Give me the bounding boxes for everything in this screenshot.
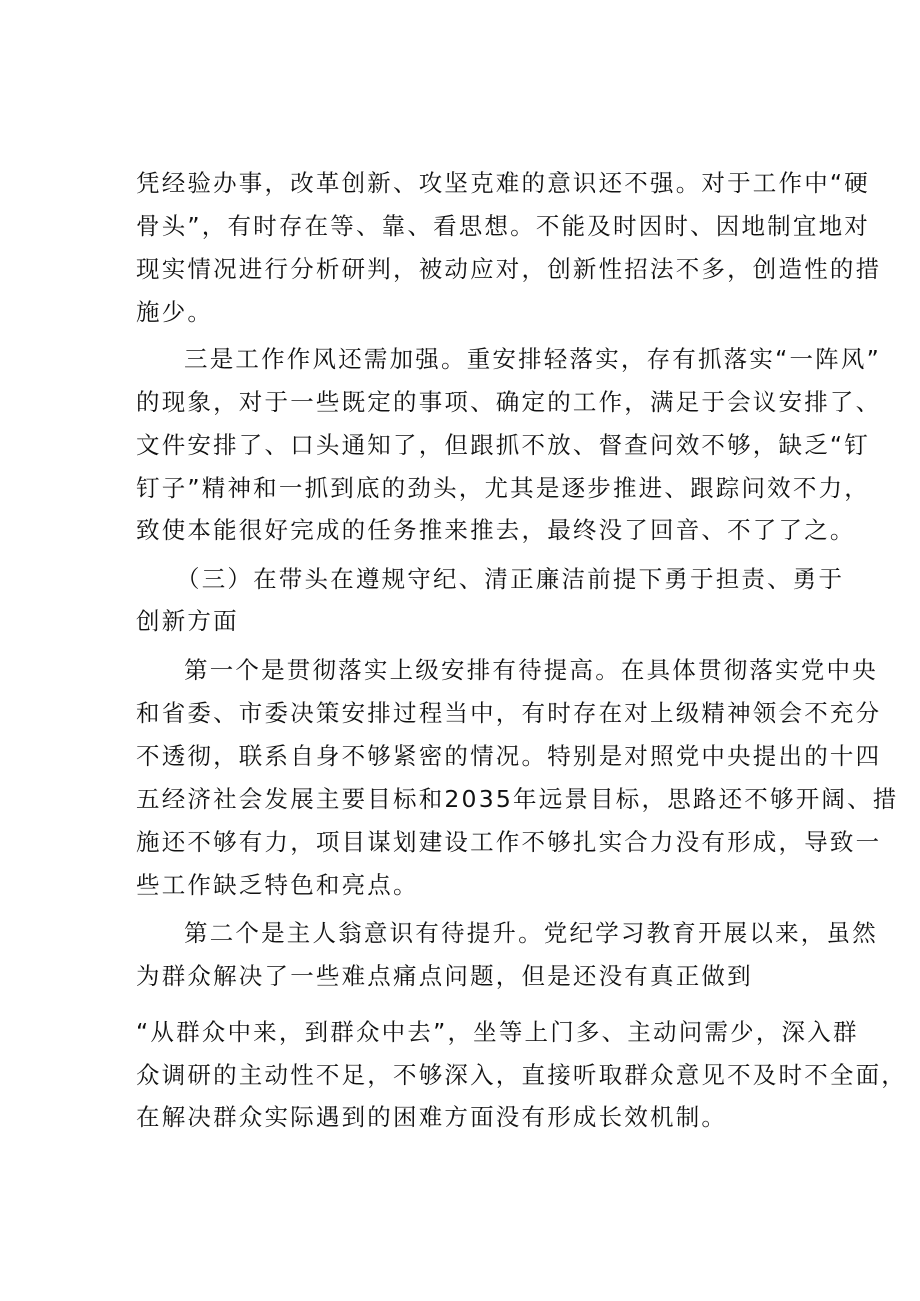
paragraph-4-line-1: 第二个是主人翁意识有待提升。党纪学习教育开展以来，虽然 [184, 919, 878, 947]
paragraph-4-line-3: “从群众中来，到群众中去”，坐等上门多、主动问需少，深入群 [136, 1018, 859, 1046]
paragraph-3-line-1: 第一个是贯彻落实上级安排有待提高。在具体贯彻落实党中央 [184, 656, 878, 684]
paragraph-3-line-6: 些工作缺乏特色和亮点。 [136, 871, 419, 899]
paragraph-1-line-4: 施少。 [136, 298, 214, 326]
paragraph-1-line-2: 骨头”，有时存在等、靠、看思想。不能及时因时、因地制宜地对 [136, 212, 870, 240]
section-heading-3-line-1: （三）在带头在遵规守纪、清正廉洁前提下勇于担责、勇于 [176, 565, 845, 593]
paragraph-2-line-5: 致使本能很好完成的任务推来推去，最终没了回音、不了了之。 [136, 516, 856, 544]
section-heading-3-line-2: 创新方面 [136, 607, 239, 635]
paragraph-2-line-1: 三是工作作风还需加强。重安排轻落实，存有抓落实“一阵风” [184, 345, 881, 373]
paragraph-2-line-4: 钉子”精神和一抓到底的劲头，尤其是逐步推进、跟踪问效不力， [136, 474, 870, 502]
paragraph-3-line-3: 不透彻，联系自身不够紧密的情况。特别是对照党中央提出的十四 [136, 742, 882, 770]
paragraph-3-line-2: 和省委、市委决策安排过程当中，有时存在对上级精神领会不充分 [136, 699, 882, 727]
paragraph-3-line-4: 五经济社会发展主要目标和2035年远景目标，思路还不够开阔、措 [136, 785, 899, 813]
paragraph-1-line-3: 现实情况进行分析研判，被动应对，创新性招法不多，创造性的措 [136, 255, 882, 283]
paragraph-4-line-4: 众调研的主动性不足，不够深入，直接听取群众意见不及时不全面， [136, 1061, 907, 1089]
paragraph-4-line-5: 在解决群众实际遇到的困难方面没有形成长效机制。 [136, 1103, 728, 1131]
paragraph-4-line-2: 为群众解决了一些难点痛点问题，但是还没有真正做到 [136, 962, 753, 990]
paragraph-2-line-3: 文件安排了、口头通知了，但跟抓不放、督查问效不够，缺乏“钉 [136, 431, 870, 459]
paragraph-1-line-1: 凭经验办事，改革创新、攻坚克难的意识还不强。对于工作中“硬 [136, 169, 870, 197]
paragraph-3-line-5: 施还不够有力，项目谋划建设工作不够扎实合力没有形成，导致一 [136, 828, 882, 856]
paragraph-2-line-2: 的现象，对于一些既定的事项、确定的工作，满足于会议安排了、 [136, 388, 882, 416]
